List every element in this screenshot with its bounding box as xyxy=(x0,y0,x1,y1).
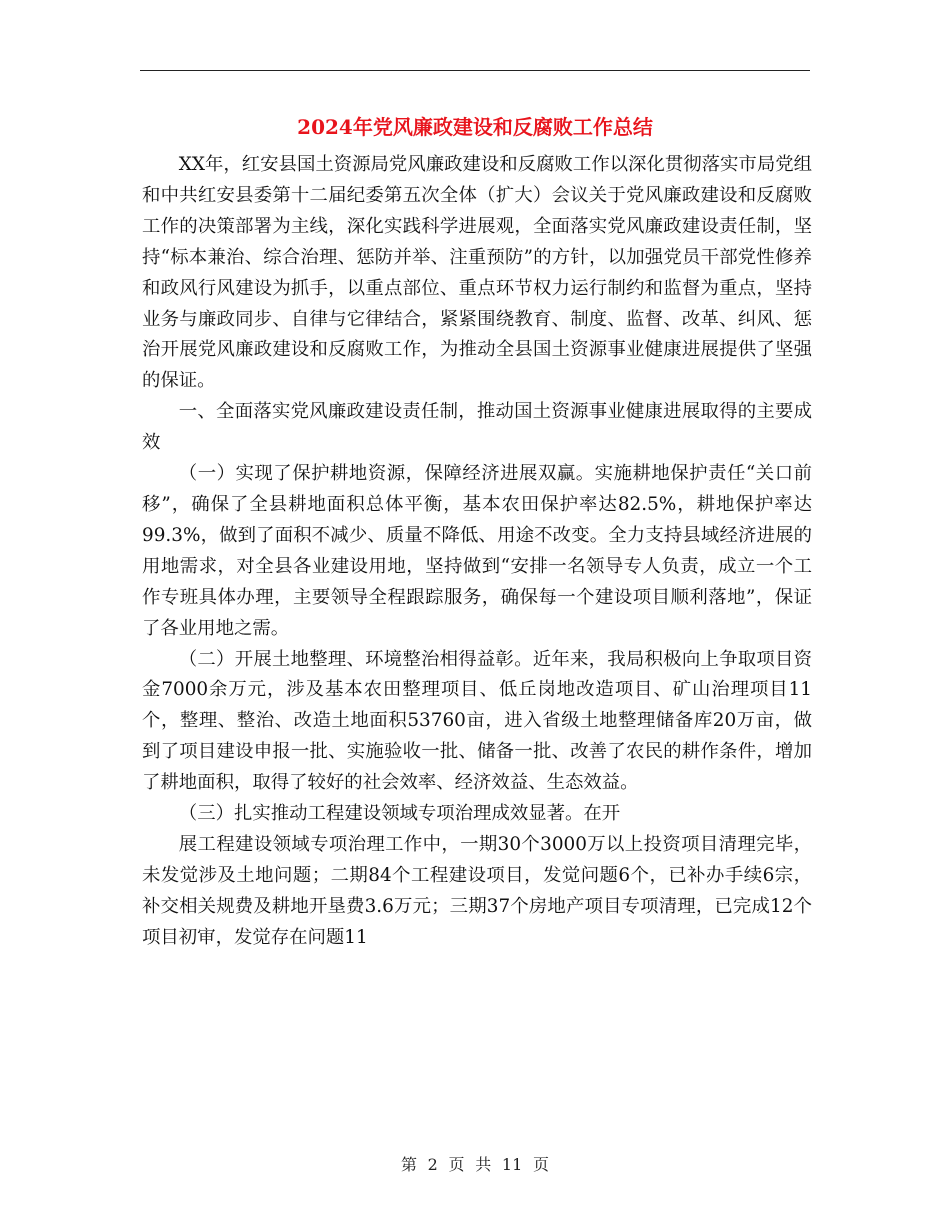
paragraph-item-3-head: （三）扎实推动工程建设领域专项治理成效显著。在开 xyxy=(178,803,621,825)
document-title: 2024年党风廉政建设和反腐败工作总结 xyxy=(297,115,653,139)
paragraph-item-3-body: 展工程建设领域专项治理工作中，一期30个3000万以上投资项目清理完毕，未发觉涉及土地问题；二期84个工程建设项目，发觉问题6个，已补办手续6宗，补交相关规费及耕地开垦费3.6万元；三期37个房地产项目专项清理，已完成12个项目初审，发觉存在问题11 xyxy=(142,833,812,948)
document-body xyxy=(142,150,812,954)
page-number-footer: 第 2 页 共 11 页 xyxy=(401,1155,549,1174)
paragraph-item-2: （二）开展土地整理、环境整治相得益彰。近年来，我局积极向上争取项目资金7000余万元，涉及基本农田整理项目、低丘岗地改造项目、矿山治理项目11个，整理、整治、改造土地面积53760亩，进入省级土地整理储备库20万亩，做到了项目建设申报一批、实施验收一批、储备一批、改善了农民的耕作条件，增加了耕地面积，取得了较好的社会效率、经济效益、生态效益。 xyxy=(142,648,812,794)
paragraph-intro: XX年，红安县国土资源局党风廉政建设和反腐败工作以深化贯彻落实市局党组和中共红安县委第十二届纪委第五次全体（扩大）会议关于党风廉政建设和反腐败工作的决策部署为主线，深化实践科学进展观，全面落实党风廉政建设责任制，坚持“标本兼治、综合治理、惩防并举、注重预防”的方针，以加强党员干部党性修养和政风行风建设为抓手，以重点部位、重点环节权力运行制约和监督为重点，坚持业务与廉政同步、自律与它律结合，紧紧围绕教育、制度、监督、改革、纠风、惩治开展党风廉政建设和反腐败工作，为推动全县国土资源事业健康进展提供了坚强的保证。 xyxy=(142,154,812,392)
header-rule xyxy=(140,70,810,71)
section-heading-1: 一、全面落实党风廉政建设责任制，推动国土资源事业健康进展取得的主要成效 xyxy=(142,401,812,454)
paragraph-item-1: （一）实现了保护耕地资源，保障经济进展双赢。实施耕地保护责任“关口前移”，确保了全县耕地面积总体平衡，基本农田保护率达82.5%，耕地保护率达99.3%，做到了面积不减少、质量不降低、用途不改变。全力支持县域经济进展的用地需求，对全县各业建设用地，坚持做到“安排一名领导专人负责，成立一个工作专班具体办理，主要领导全程跟踪服务，确保每一个建设项目顺利落地”，保证了各业用地之需。 xyxy=(142,463,812,639)
